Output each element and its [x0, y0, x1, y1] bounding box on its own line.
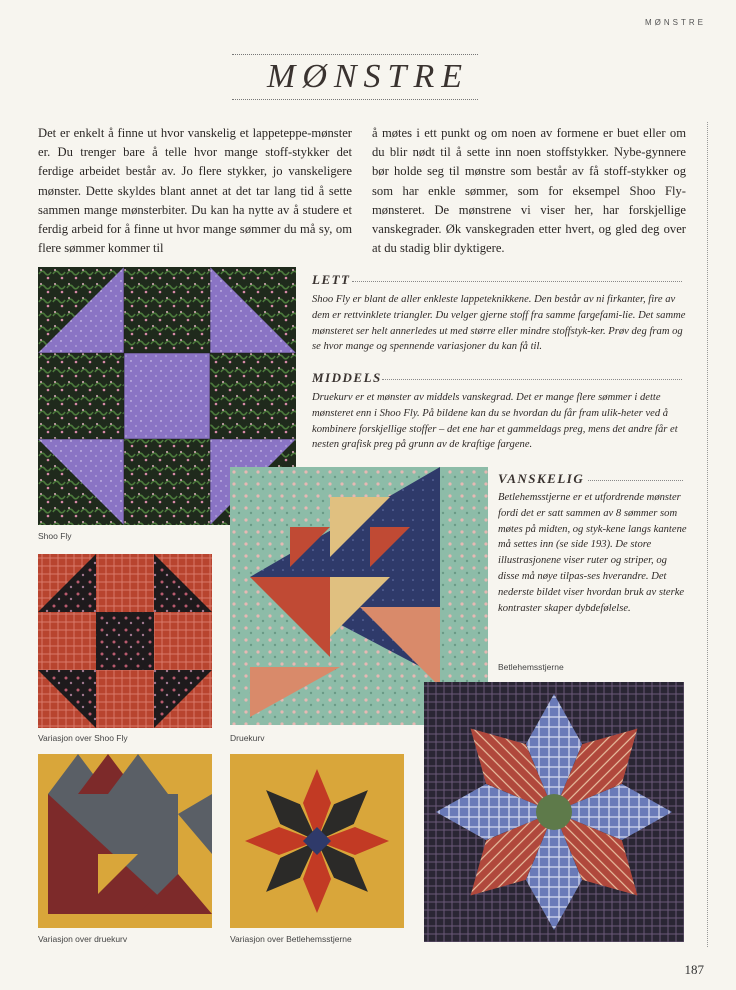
betlehemsstjerne-quilt-image — [424, 682, 684, 942]
caption-shoo-fly: Shoo Fly — [38, 531, 72, 541]
section-text-easy: Shoo Fly er blant de aller enkleste lappeteknikkene. Den består av ni firkanter, fire av dem er rettvinklete triangler. Du velger gjerne stoff fra samme fargefami-lie. Det samme mønsteret ser helt annerledes ut med større eller mindre stoffstyk-ker. Prøv deg fram og se hvor mange og spennende variasjoner du kan få til. — [312, 294, 686, 353]
column-divider — [707, 122, 708, 947]
running-head: MØNSTRE — [645, 18, 706, 27]
betlehem-variation-quilt-image — [230, 754, 404, 928]
section-rule-medium — [382, 379, 682, 380]
section-heading-hard: VANSKELIG — [498, 471, 585, 486]
caption-betlehem: Betlehemsstjerne — [498, 662, 564, 672]
page-title: MØNSTRE — [267, 58, 469, 95]
caption-shoo-fly-variation: Variasjon over Shoo Fly — [38, 733, 128, 743]
page-number: 187 — [684, 962, 704, 977]
caption-betlehem-variation: Variasjon over Betlehemsstjerne — [230, 934, 352, 944]
section-rule-easy — [352, 281, 682, 282]
caption-druekurv-variation: Variasjon over druekurv — [38, 934, 128, 944]
section-text-hard: Betlehemsstjerne er et utfordrende mønster fordi det er satt sammen av 8 sømmer som møtes på midten, og styk-kene langs kantene må settes inn (se side 193). De store illustrasjonene viser ruter og striper, og disse må nøye tilpas-ses hverandre. Det nederste bildet viser hvordan bruk av sterke kontraster skaper dybdefølelse. — [498, 492, 687, 614]
section-text-medium: Druekurv er et mønster av middels vanskegrad. Det er mange flere sømmer i dette mønsteret enn i Shoo Fly. På bildene kan du se hvordan du får fram ulik-heter ved å kombinere forskjellige stoffer – det ene har et gammeldags preg, mens det andre får et nesten grafisk preg på grunn av de kraftige fargene. — [312, 392, 678, 451]
druekurv-variation-quilt-image — [38, 754, 212, 928]
caption-druekurv: Druekurv — [230, 733, 265, 743]
intro-column-left: Det er enkelt å finne ut hvor vanskelig et lappeteppe-mønster er. Du trenger bare å telle hvor mange stoff-stykker det ferdige arbeidet består av. Jo flere stykker, jo vanskeligere mønster. Dette skyldes blant annet at det tar lang tid å sette sammen mange mønsterbiter. Du kan ha nytte av å studere et ferdig arbeid for å finne ut hvor mange sømmer du må sy, om flere sømmer kommer til — [38, 126, 352, 256]
title-rule-bottom — [232, 99, 478, 100]
section-rule-hard — [588, 480, 683, 481]
intro-column-right: å møtes i ett punkt og om noen av formene er buet eller om du blir nødt til å sette inn noen stoffstykker. Nybe-gynnere bør holde seg til mønstre som består av få stoff-stykker og som har enkle sømmer, som for eksempel Shoo Fly-mønsteret. De mønstrene vi viser her, har forskjellige vanskegrader. Øk vanskegraden etter hvert, og gled deg over at du stadig blir dyktigere. — [372, 126, 686, 256]
shoo-fly-variation-quilt-image — [38, 554, 212, 728]
title-rule-top — [232, 54, 478, 55]
section-heading-medium: MIDDELS — [312, 370, 382, 385]
section-heading-easy: LETT — [312, 272, 351, 287]
